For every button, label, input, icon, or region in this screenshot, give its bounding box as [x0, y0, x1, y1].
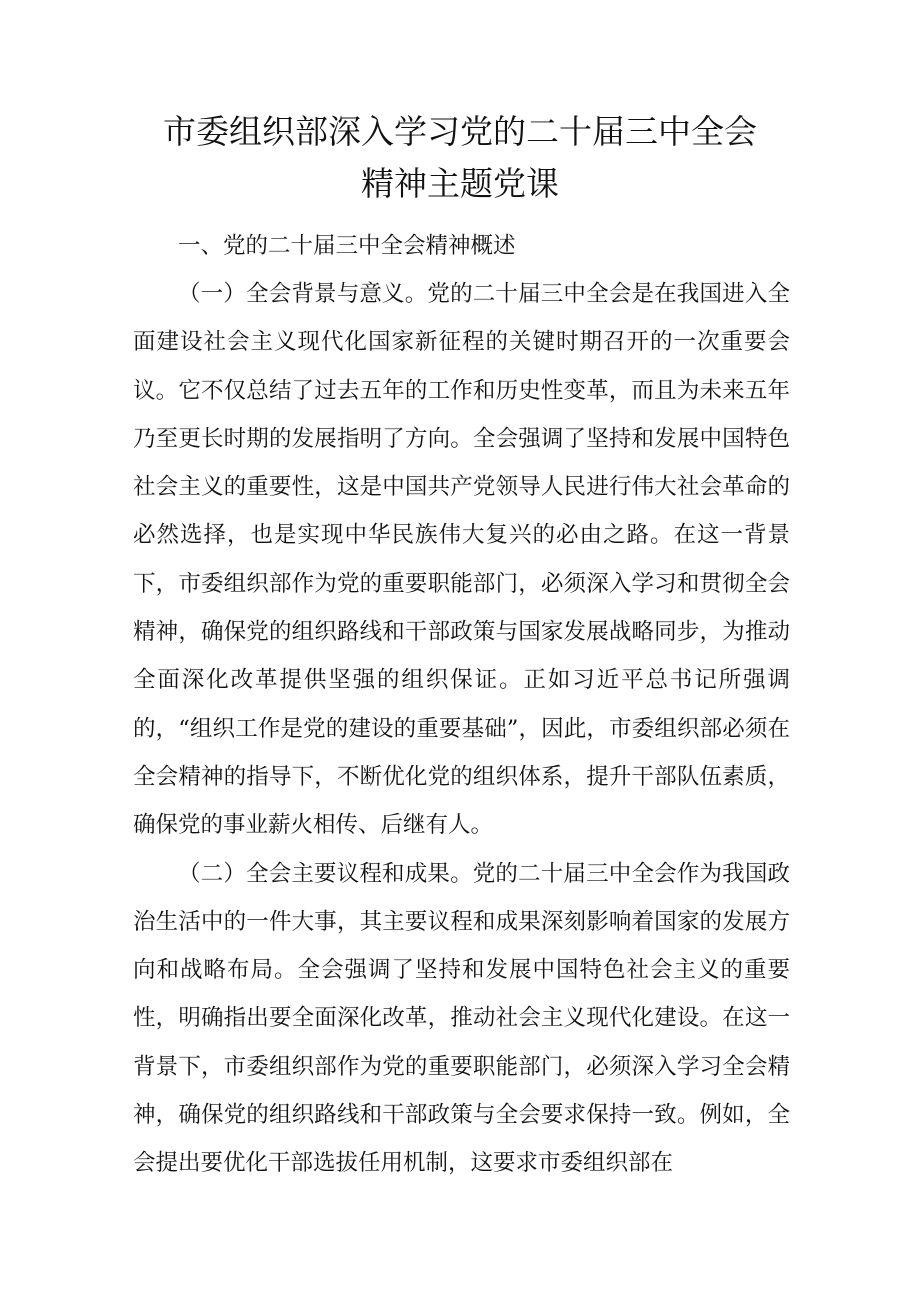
section-heading: 一、党的二十届三中全会精神概述	[178, 233, 516, 259]
paragraph-1: （一）全会背景与意义。党的二十届三中全会是在我国进入全面建设社会主义现代化国家新征程的关键时期召开的一次重要会议。它不仅总结了过去五年的工作和历史性变革，而且为未来五年乃至更长时期的发展指明了方向。全会强调了坚持和发展中国特色社会主义的重要性，这是中国共产党领导人民进行伟大社会革命的必然选择，也是实现中华民族伟大复兴的必由之路。在这一背景下，市委组织部作为党的重要职能部门，必须深入学习和贯彻全会精神，确保党的组织路线和干部政策与国家发展战略同步，为推动全面深化改革提供坚强的组织保证。正如习近平总书记所强调的，“组织工作是党的建设的重要基础”，因此，市委组织部必须在全会精神的指导下，不断优化党的组织体系，提升干部队伍素质，确保党的事业薪火相传、后继有人。	[133, 281, 790, 839]
paragraph-2: （二）全会主要议程和成果。党的二十届三中全会作为我国政治生活中的一件大事，其主要议程和成果深刻影响着国家的发展方向和战略布局。全会强调了坚持和发展中国特色社会主义的重要性，明确指出要全面深化改革，推动社会主义现代化建设。在这一背景下，市委组织部作为党的重要职能部门，必须深入学习全会精神，确保党的组织路线和干部政策与全会要求保持一致。例如，全会提出要优化干部选拔任用机制，这要求市委组织部在	[133, 860, 790, 1177]
title-line-1: 市委组织部深入学习党的二十届三中全会	[163, 112, 757, 151]
document-body	[133, 222, 790, 1188]
document-title	[0, 106, 920, 210]
title-line-2: 精神主题党课	[361, 164, 559, 203]
